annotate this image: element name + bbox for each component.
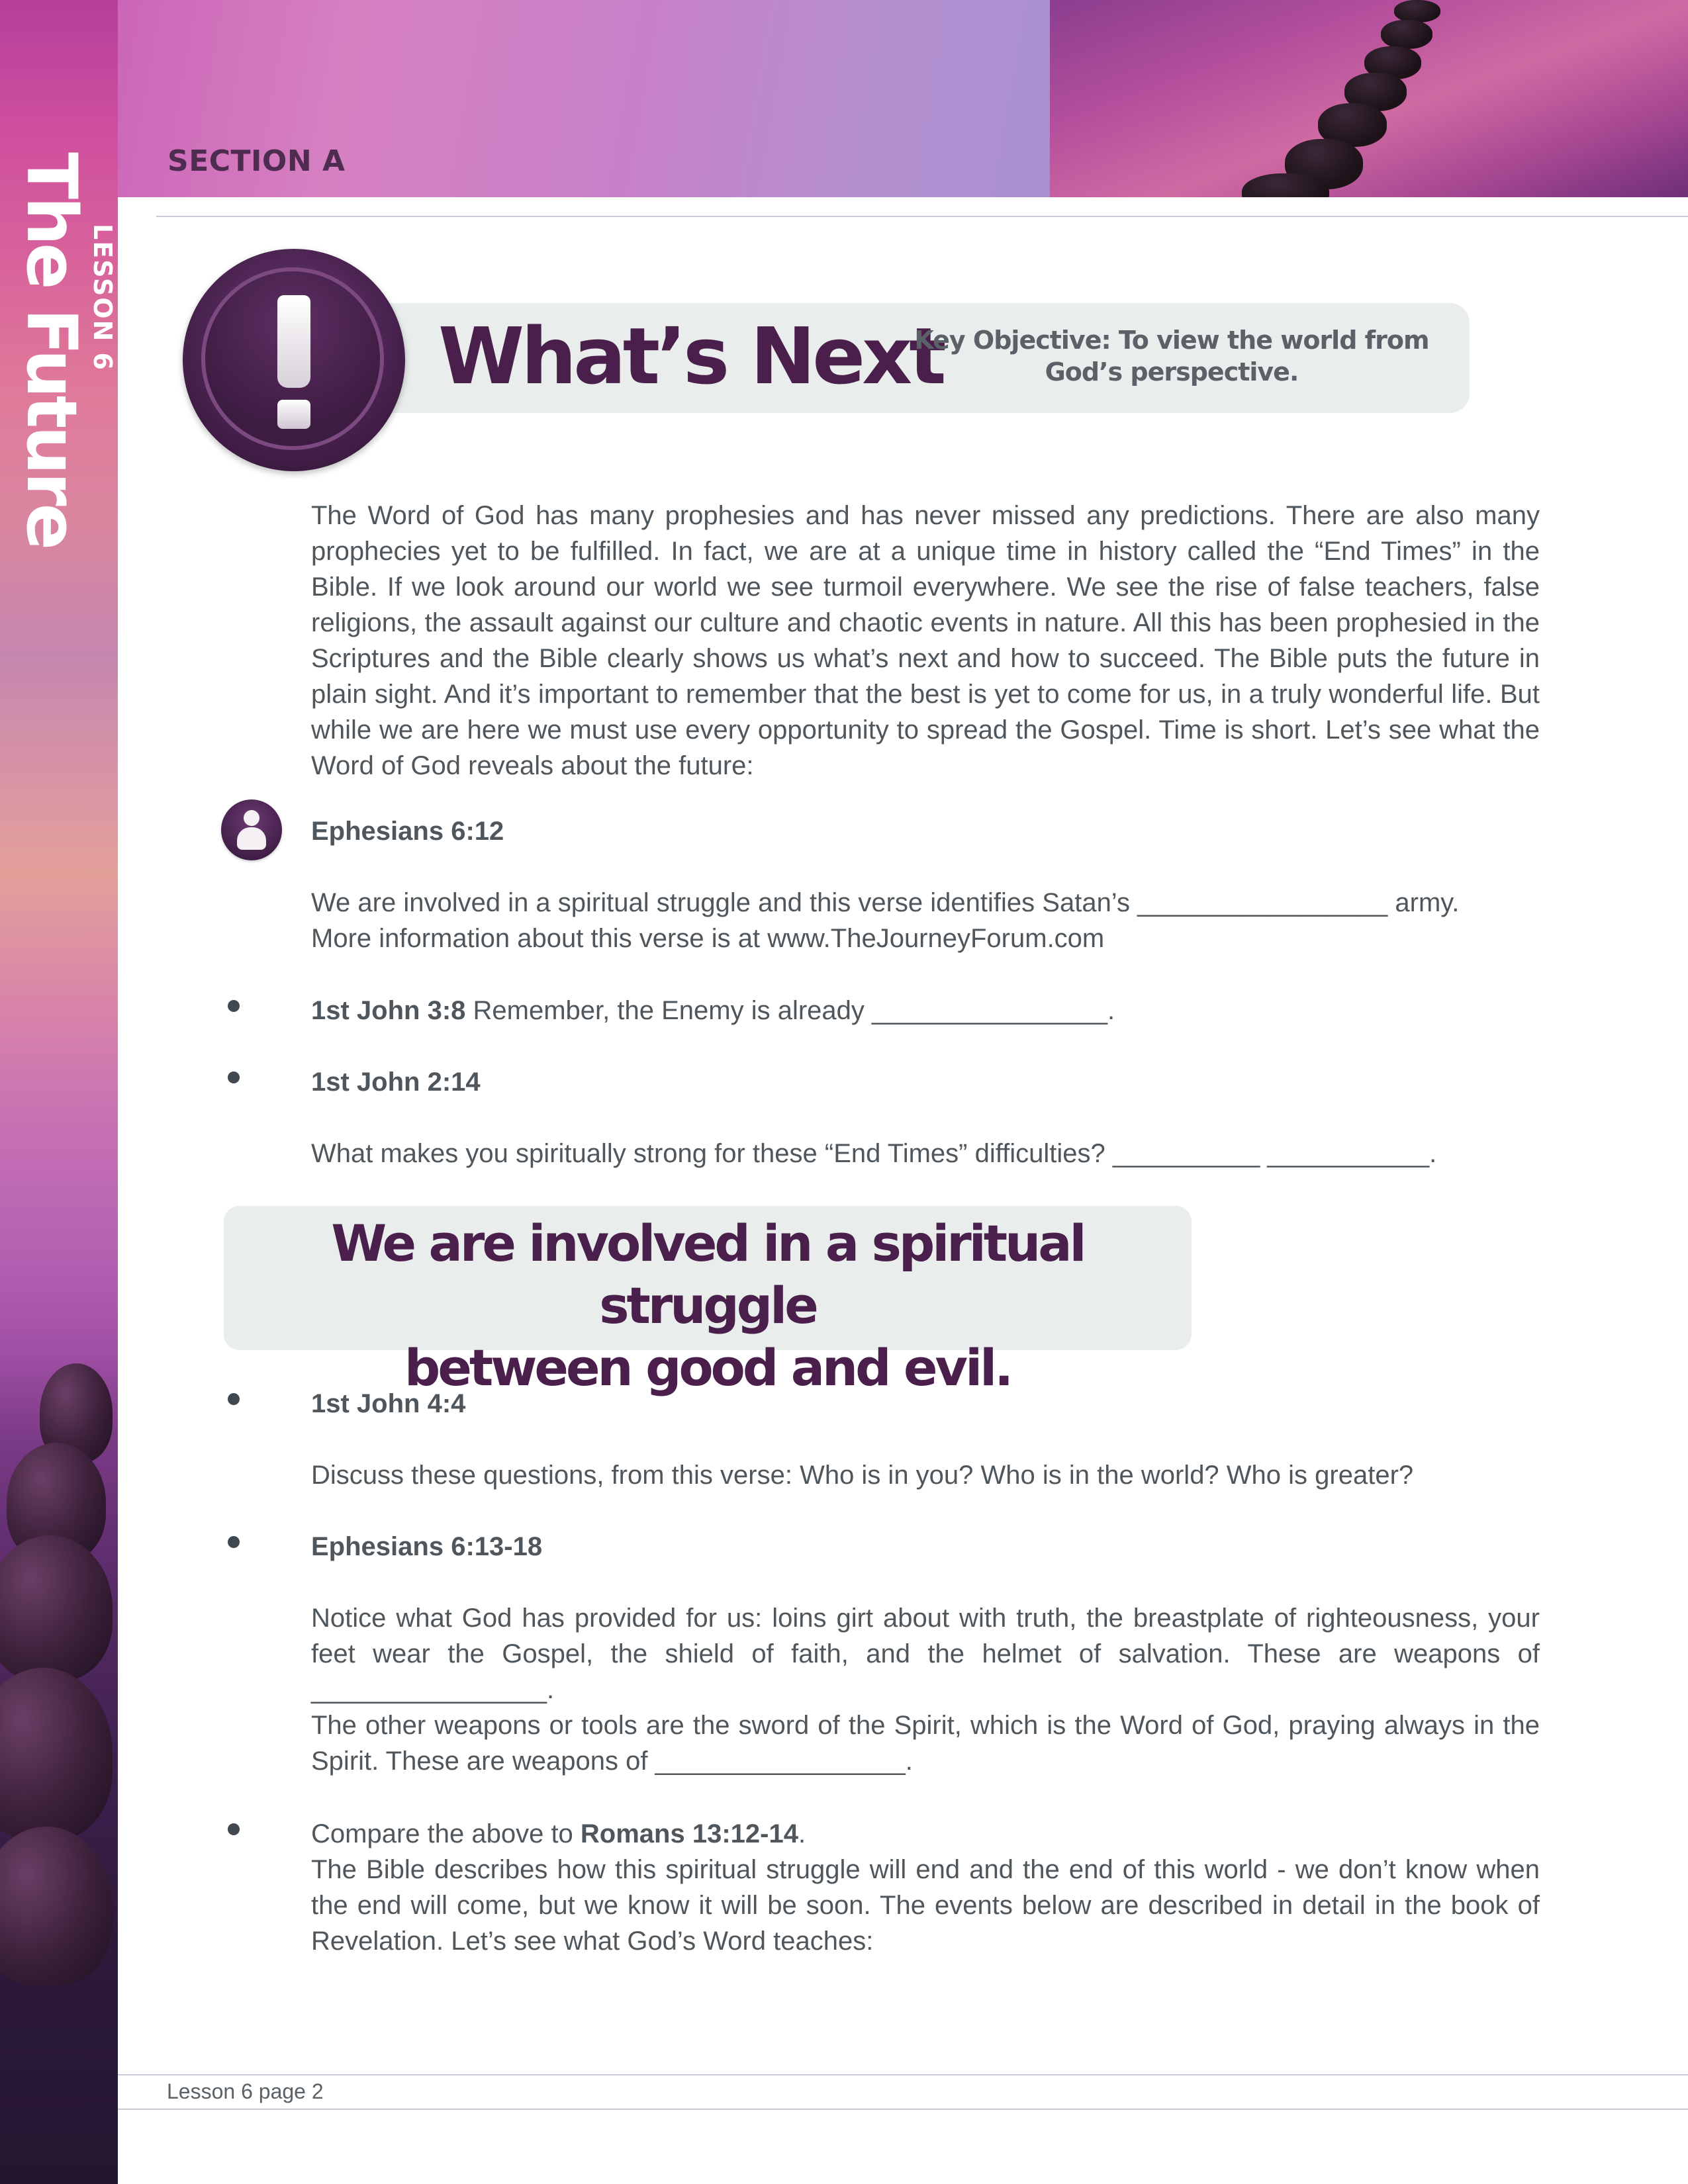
header-divider bbox=[156, 216, 1688, 217]
verse-ref-romans-13-12-14: Romans 13:12-14 bbox=[580, 1819, 798, 1848]
sidebar-title: The Future bbox=[11, 152, 92, 548]
intro-paragraph: The Word of God has many prophesies and has never missed any predictions. There are also many prophecies yet to be fulfilled. In fact, we are at a unique time in history called the “End Times” in the Bible. If we look around our world we see turmoil everywhere. We see the rise of false teachers, false religions, the assault against our culture and chaotic events in nature. All this has been prophesied in the Scriptures and the Bible clearly shows us what’s next and how to succeed. The Bible puts the future in plain sight. And it’s important to remember that the best is yet to come for us, in a truly wonderful life. But while we are here we must use every opportunity to spread the Gospel. Time is short. Let’s see what the Word of God reveals about the future: bbox=[311, 501, 1540, 780]
pull-quote-line1: We are involved in a spiritual struggle bbox=[331, 1214, 1084, 1335]
rock-image bbox=[0, 1535, 113, 1681]
ephesians-6-12-info: More information about this verse is at www.TheJourneyForum.com bbox=[311, 924, 1105, 953]
footer-divider bbox=[118, 2074, 1688, 2075]
post-image bbox=[1394, 0, 1440, 23]
bullet bbox=[228, 1393, 240, 1405]
sidebar-lesson-label: LESSON 6 bbox=[88, 224, 117, 371]
page-title: What’s Next bbox=[438, 310, 943, 402]
pull-quote-line2: between good and evil. bbox=[404, 1338, 1011, 1397]
romans-paragraph: The Bible describes how this spiritual struggle will end and the end of this world - we don’t know when the end will come, but we know it will be soon. The events below are described in detail in the book of Revelation. Let’s see what God’s Word teaches: bbox=[311, 1855, 1540, 1956]
key-objective-line1: Key Objective: To view the world from bbox=[914, 326, 1429, 355]
section-label: SECTION A bbox=[167, 144, 346, 178]
bullet bbox=[228, 1071, 240, 1083]
romans-prefix: Compare the above to bbox=[311, 1819, 581, 1848]
post-image bbox=[1381, 20, 1432, 49]
rock-image bbox=[0, 1827, 113, 1985]
list-item bbox=[311, 993, 1540, 1028]
footer-divider bbox=[118, 2109, 1688, 2110]
rock-image bbox=[0, 1668, 113, 1840]
verse-ref-1john-2-14: 1st John 2:14 bbox=[311, 1068, 481, 1097]
verse-ref-1john-3-8: 1st John 3:8 bbox=[311, 996, 466, 1025]
1john-3-8-text: Remember, the Enemy is already ________________. bbox=[465, 996, 1115, 1025]
ephesians-6-12-question: We are involved in a spiritual struggle and this verse identifies Satan’s _________________ army. bbox=[311, 888, 1460, 917]
1john-4-4-question: Discuss these questions, from this verse: Who is in you? Who is in the world? Who is greater? bbox=[311, 1461, 1414, 1490]
verse-ref-ephesians-6-12: Ephesians 6:12 bbox=[311, 817, 504, 846]
bullet bbox=[228, 1000, 240, 1012]
list-item bbox=[311, 1816, 1540, 1852]
pull-quote bbox=[224, 1212, 1192, 1399]
ephesians-6-13-18-text1: Notice what God has provided for us: loins girt about with truth, the breastplate of righteousness, your feet wear the Gospel, the shield of faith, and the helmet of salvation. These are weapons of ________________. bbox=[311, 1604, 1540, 1704]
romans-suffix: . bbox=[798, 1819, 806, 1848]
header-photo bbox=[1050, 0, 1688, 197]
page-number: Lesson 6 page 2 bbox=[167, 2079, 324, 2103]
exclamation-icon bbox=[183, 249, 405, 471]
1john-2-14-question: What makes you spiritually strong for these “End Times” difficulties? __________ ___________. bbox=[311, 1139, 1437, 1168]
key-objective bbox=[914, 324, 1430, 388]
key-objective-line2: God’s perspective. bbox=[1045, 357, 1299, 387]
sidebar-title-block bbox=[5, 152, 118, 563]
verse-ref-ephesians-6-13-18: Ephesians 6:13-18 bbox=[311, 1532, 543, 1561]
verse-ref-1john-4-4: 1st John 4:4 bbox=[311, 1389, 466, 1418]
bullet bbox=[228, 1823, 240, 1835]
person-icon bbox=[221, 799, 282, 860]
ephesians-6-13-18-text2: The other weapons or tools are the sword of the Spirit, which is the Word of God, praying always in the Spirit. These are weapons of _________________. bbox=[311, 1711, 1540, 1776]
bullet bbox=[228, 1536, 240, 1548]
